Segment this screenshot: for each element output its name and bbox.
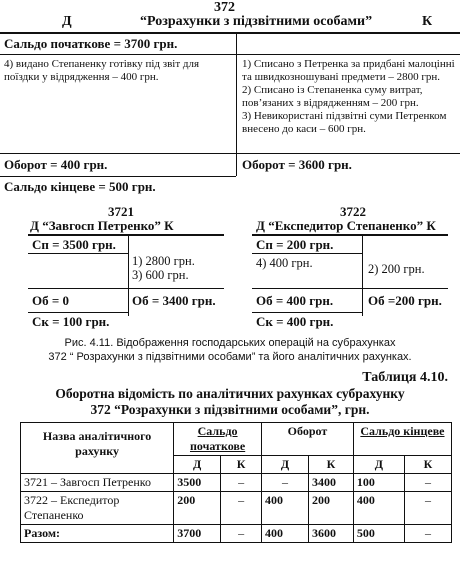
header-closing-k: К [404,456,451,474]
table-title-line-1: Оборотна відомість по аналітичних рахунках субрахунку [55,386,405,401]
header-turnover-k: К [308,456,353,474]
cell-closing-d: 500 [353,525,404,543]
sub-3722-debit: 4) 400 грн. [256,256,313,270]
table-row [21,474,452,492]
sub-3722-number: 3722 [340,204,366,219]
turnover-table [20,422,452,543]
opening-balance: Сальдо початкове = 3700 грн. [4,36,178,51]
closing-balance: Сальдо кінцеве = 500 грн. [4,179,156,194]
sub-3721-turnover-debit: Об = 0 [32,293,70,308]
table-title-line-2: 372 “Розрахунки з підзвітними особами”, грн. [90,402,370,417]
sub-3722-closing-divider [252,312,362,313]
sub-3721-credit-1: 1) 2800 грн. [132,254,195,268]
sub-3721-credit [132,254,195,282]
turnover-debit: Оборот = 400 грн. [4,157,108,172]
header-closing: Сальдо кінцеве [353,423,451,456]
sub-3721-top-line [28,234,224,236]
cell-opening-k: – [221,525,262,543]
credit-entries [242,58,456,136]
credit-entry-1: 1) Списано з Петренка за придбані малоцінні та швидкозношувані предмети – 2800 грн. [242,58,455,83]
figure-caption-line-2: 372 “ Розрахунки з підзвітними особами” та його аналітичних рахунках. [48,351,412,363]
sub-3722-opening-divider [252,253,362,254]
credit-entry-3: 3) Невикористані підзвітні суми Петренком внесено до каси – 600 грн. [242,110,447,135]
cell-turnover-d: 400 [262,492,309,525]
header-opening-d: Д [174,456,221,474]
row-name: 3721 – Завгосп Петренко [21,474,174,492]
table-row [21,492,452,525]
sub-3722-vertical [362,234,363,316]
cell-opening-k: – [221,492,262,525]
header-opening-k: К [221,456,262,474]
sub-3722-turnover-credit: Об =200 грн. [368,293,442,308]
cell-closing-k: – [404,525,451,543]
cell-closing-k: – [404,492,451,525]
cell-closing-k: – [404,474,451,492]
table-label: Таблиця 4.10. [362,370,448,385]
sub-3721-credit-2: 3) 600 грн. [132,268,189,282]
cell-turnover-k: 3400 [308,474,353,492]
sub-3722-top-line [252,234,448,236]
sub-3721-closing: Ск = 100 грн. [32,314,110,329]
cell-turnover-k: 200 [308,492,353,525]
table-row-total [21,525,452,543]
table-title [0,386,460,418]
cell-opening-k: – [221,474,262,492]
account-title: “Розрахунки з підзвітними особами” [140,14,373,29]
opening-divider [0,54,460,55]
cell-turnover-d: – [262,474,309,492]
t-account-top-line [0,32,460,34]
turnover-credit: Оборот = 3600 грн. [242,157,352,172]
header-turnover-d: Д [262,456,309,474]
sub-3722-credit: 2) 200 грн. [368,262,425,276]
sub-3721-opening-divider [28,253,128,254]
cell-turnover-k: 3600 [308,525,353,543]
cell-closing-d: 100 [353,474,404,492]
sub-3721-opening: Сп = 3500 грн. [32,237,116,252]
sub-3722-opening: Сп = 200 грн. [256,237,334,252]
header-opening: Сальдо початкове [174,423,262,456]
header-closing-d: Д [353,456,404,474]
sub-3722-turnover-debit: Об = 400 грн. [256,293,334,308]
turnover-divider [0,153,460,154]
cell-opening-d: 3500 [174,474,221,492]
debit-mark: Д [62,14,72,29]
t-account-vertical [236,32,237,176]
closing-divider [0,176,236,177]
row-name: 3722 – Експедитор Степаненко [21,492,174,525]
sub-3721-turnover-divider [28,288,224,289]
sub-3722-turnover-divider [252,288,448,289]
row-name: Разом: [21,525,174,543]
sub-3721-turnover-credit: Об = 3400 грн. [132,293,216,308]
sub-3721-vertical [128,234,129,316]
sub-3722-closing: Ск = 400 грн. [256,314,334,329]
sub-3722-title: Д “Експедитор Степаненко” К [256,218,436,233]
credit-mark: К [422,14,433,29]
cell-closing-d: 400 [353,492,404,525]
sub-3721-title: Д “Завгосп Петренко” К [30,218,174,233]
credit-entry-2: 2) Списано із Степаненка суму витрат, пов’язаних з відрядженням – 200 грн. [242,84,423,109]
header-turnover: Оборот [262,423,354,456]
cell-opening-d: 200 [174,492,221,525]
header-name: Назва аналітичного рахунку [21,423,174,474]
cell-opening-d: 3700 [174,525,221,543]
debit-entry: 4) видано Степаненку готівку під звіт для поїздки у відрядження – 400 грн. [4,58,200,83]
account-number: 372 [214,0,235,15]
figure-caption-line-1: Рис. 4.11. Відображення господарських операцій на субрахунках [64,337,396,349]
sub-3721-number: 3721 [108,204,134,219]
sub-3721-closing-divider [28,312,128,313]
figure-caption [0,336,460,364]
cell-turnover-d: 400 [262,525,309,543]
